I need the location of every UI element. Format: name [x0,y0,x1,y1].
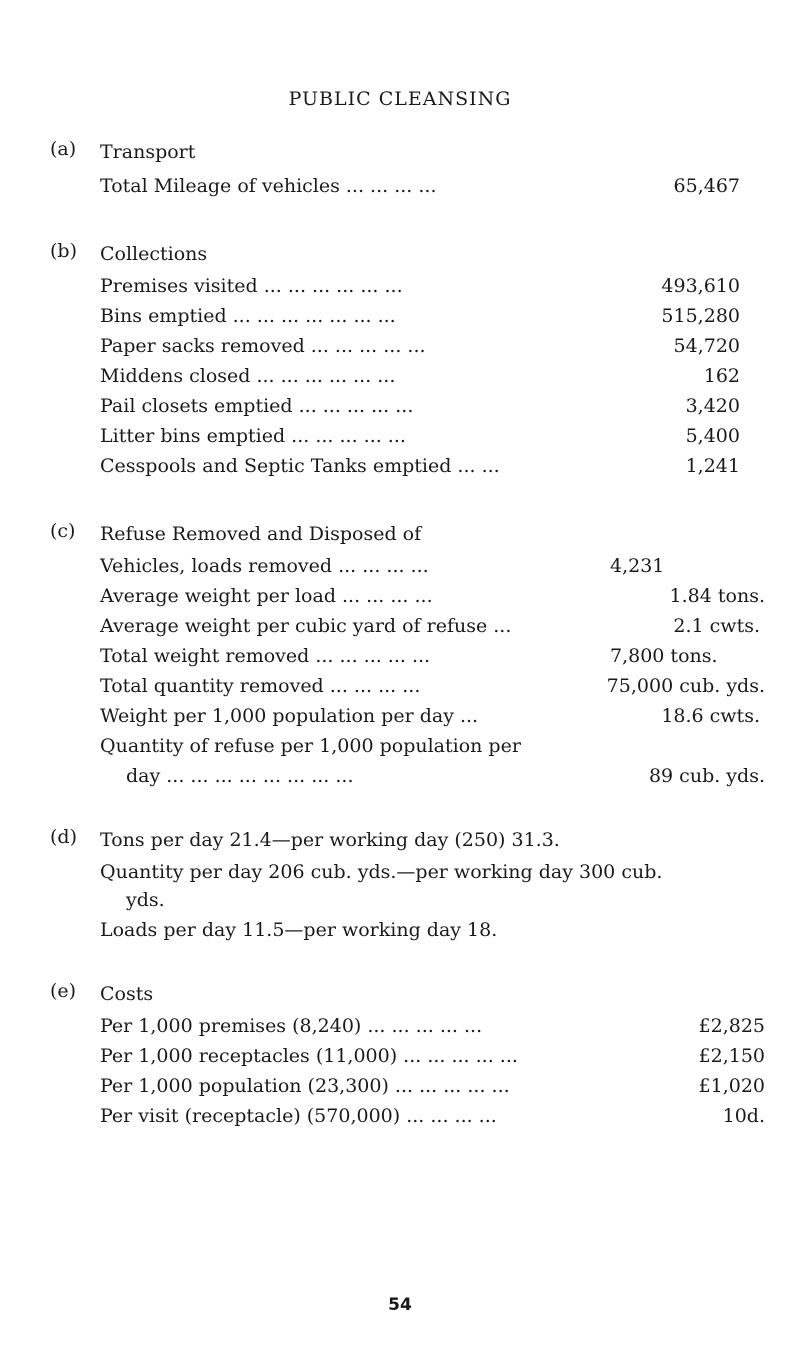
section-c-heading: Refuse Removed and Disposed of [100,523,422,545]
table-row [100,612,760,640]
row-label: Total Mileage of vehicles ... ... ... ... [100,175,437,197]
table-row [100,582,765,610]
table-row [100,452,740,480]
row-label: Average weight per load ... ... ... ... [100,585,433,607]
table-row [100,762,765,790]
section-a-letter: (a) [50,138,77,160]
row-value: 89 cub. yds. [648,765,765,787]
quantity-per-day-line: Quantity per day 206 cub. yds.—per working day 300 cub. [100,861,663,883]
row-value: £1,020 [698,1075,765,1097]
row-label: Per 1,000 premises (8,240) ... ... ... ... ... [100,1015,483,1037]
row-value: 1.84 tons. [669,585,765,607]
row-value: 7,800 tons. [610,645,718,667]
row-value: 18.6 cwts. [661,705,760,727]
row-label: Per 1,000 receptacles (11,000) ... ... ... ... ... [100,1045,518,1067]
section-e-letter: (e) [50,980,77,1002]
table-row [100,1042,765,1070]
row-value: 10d. [722,1105,765,1127]
row-label: Litter bins emptied ... ... ... ... ... [100,425,406,447]
row-label: day ... ... ... ... ... ... ... ... [126,765,354,787]
table-row [100,302,740,330]
table-row [100,172,740,200]
row-label: Paper sacks removed ... ... ... ... ... [100,335,426,357]
table-row [100,1102,765,1130]
row-label: Bins emptied ... ... ... ... ... ... ... [100,305,396,327]
row-label: Per visit (receptacle) (570,000) ... ... ... ... [100,1105,497,1127]
row-label: Cesspools and Septic Tanks emptied ... ... [100,455,500,477]
row-value: 2.1 cwts. [673,615,760,637]
row-label: Total quantity removed ... ... ... ... [100,675,421,697]
row-label: Vehicles, loads removed ... ... ... ... [100,555,429,577]
page-number: 54 [388,1295,412,1315]
section-a-heading: Transport [100,141,196,163]
section-b-heading: Collections [100,243,208,265]
row-value: 75,000 cub. yds. [606,675,765,697]
section-c-letter: (c) [50,520,76,542]
row-value: 515,280 [661,305,740,327]
table-row [100,672,765,700]
section-d-letter: (d) [50,826,77,848]
tons-per-day-line: Tons per day 21.4—per working day (250) 31.3. [100,829,560,851]
row-value: 162 [703,365,740,387]
table-row [100,332,740,360]
quantity-per-day-line-cont: yds. [126,889,165,911]
row-label: Middens closed ... ... ... ... ... ... [100,365,396,387]
table-row [100,1012,765,1040]
row-value: 1,241 [685,455,740,477]
row-label: Average weight per cubic yard of refuse ... [100,615,512,637]
row-value: 5,400 [685,425,740,447]
table-row [100,642,765,670]
table-row [100,392,740,420]
table-row [100,362,740,390]
row-label: Total weight removed ... ... ... ... ... [100,645,431,667]
row-label: Premises visited ... ... ... ... ... ... [100,275,403,297]
row-label: Per 1,000 population (23,300) ... ... ... ... ... [100,1075,510,1097]
row-value: £2,150 [698,1045,765,1067]
row-value: 65,467 [673,175,740,197]
section-e-heading: Costs [100,983,154,1005]
quantity-per-population-label: Quantity of refuse per 1,000 population per [100,735,521,757]
table-row [100,272,740,300]
table-row [100,702,760,730]
table-row [100,1072,765,1100]
page-title: PUBLIC CLEANSING [288,88,512,110]
loads-per-day-line: Loads per day 11.5—per working day 18. [100,919,498,941]
row-value: 54,720 [673,335,740,357]
row-value: 3,420 [685,395,740,417]
section-b-letter: (b) [50,240,77,262]
row-value: 4,231 [610,555,665,577]
table-row [100,552,745,580]
row-label: Pail closets emptied ... ... ... ... ... [100,395,414,417]
row-label: Weight per 1,000 population per day ... [100,705,479,727]
row-value: 493,610 [661,275,740,297]
row-value: £2,825 [698,1015,765,1037]
table-row [100,422,740,450]
